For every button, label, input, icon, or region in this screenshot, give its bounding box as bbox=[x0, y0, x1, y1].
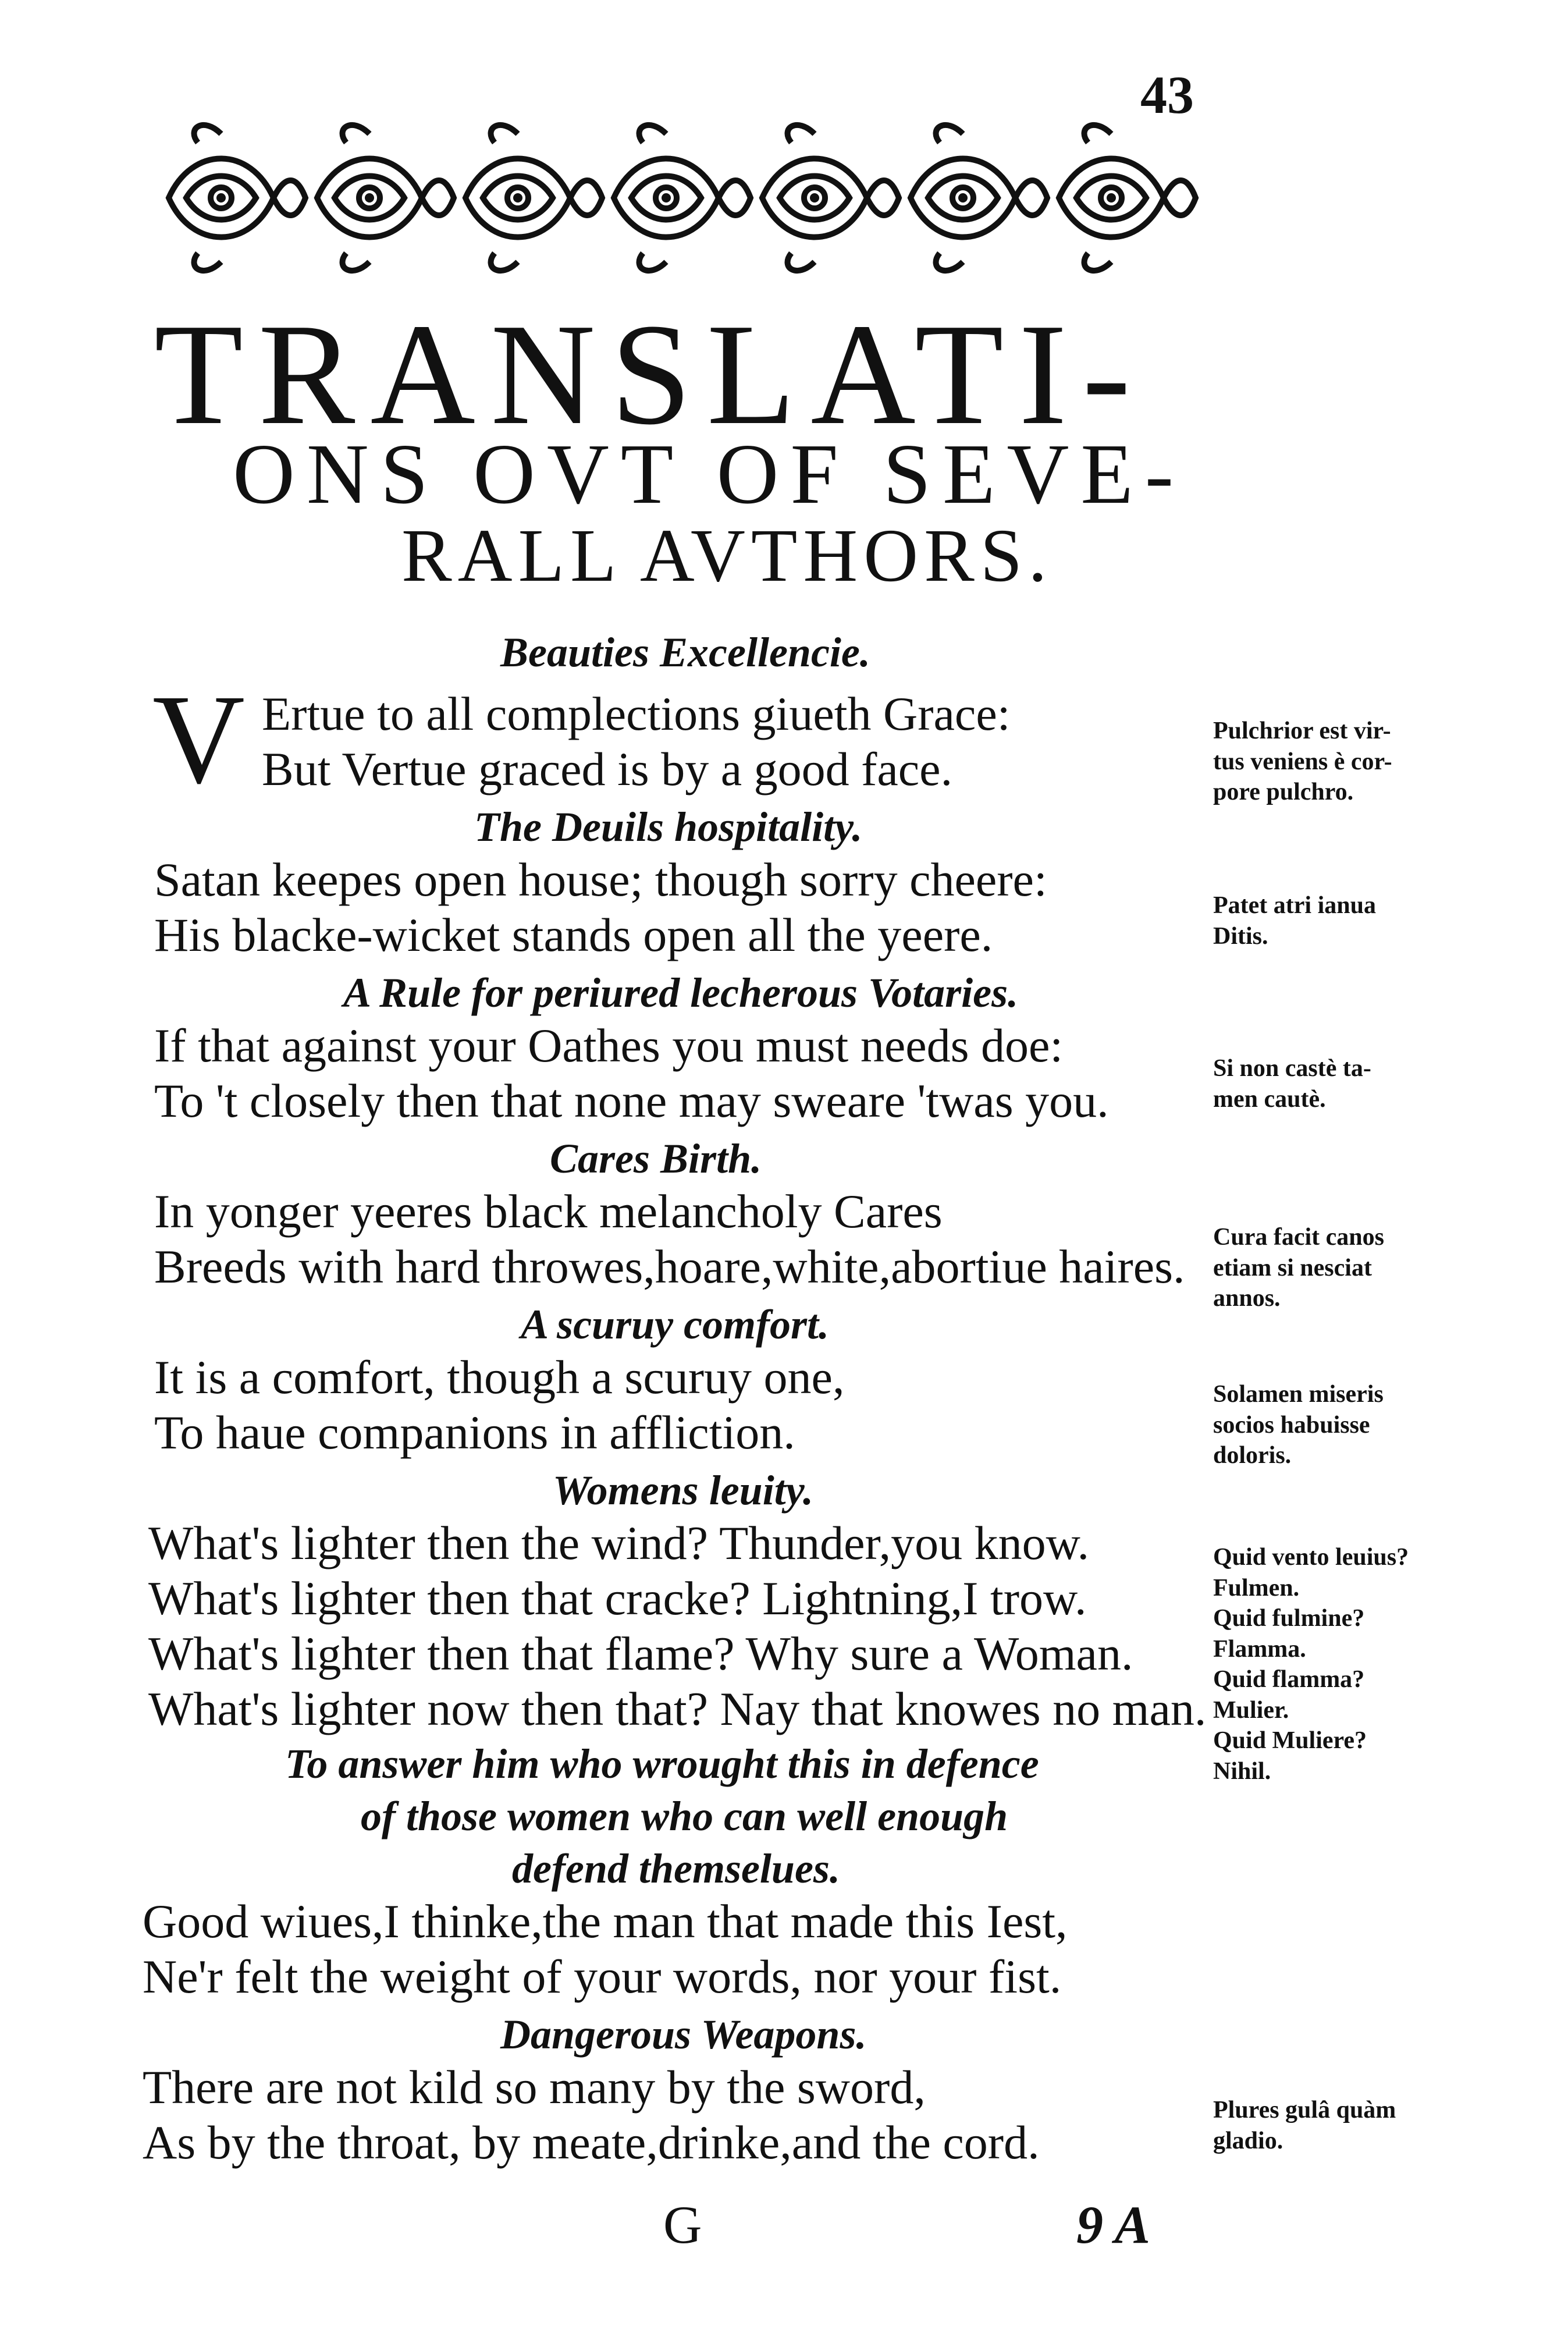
verse-line: To 't closely then that none may sweare 'twas you. bbox=[154, 1074, 1109, 1127]
margin-note bbox=[1213, 1542, 1409, 1787]
verse-line: Satan keepes open house; though sorry cheere: bbox=[154, 853, 1047, 906]
signature-mark: G bbox=[663, 2195, 702, 2254]
verse-line: What's lighter then that flame? Why sure a Woman. bbox=[148, 1627, 1133, 1680]
title-line-1: TRANSLATI- bbox=[154, 294, 1146, 455]
section-heading: of those women who can well enough bbox=[361, 1793, 1008, 1839]
margin-note-line: doloris. bbox=[1213, 1442, 1292, 1469]
margin-note-line: Flamma. bbox=[1213, 1635, 1306, 1663]
margin-note-line: Plures gulâ quàm bbox=[1213, 2097, 1396, 2123]
margin-note bbox=[1213, 1222, 1384, 1314]
margin-note-line: Quid flamma? bbox=[1213, 1666, 1365, 1693]
verse-line: There are not kild so many by the sword, bbox=[143, 2061, 926, 2114]
verse-line: If that against your Oathes you must needs doe: bbox=[154, 1019, 1064, 1072]
margin-note-line: annos. bbox=[1213, 1285, 1281, 1312]
margin-note-line: Pulchrior est vir- bbox=[1213, 718, 1391, 744]
printers-ornament-band bbox=[157, 111, 1210, 285]
margin-note bbox=[1213, 1053, 1371, 1114]
section-heading: The Deuils hospitality. bbox=[474, 804, 863, 850]
verse-line: As by the throat, by meate,drinke,and the cord. bbox=[143, 2116, 1040, 2169]
section-heading: Dangerous Weapons. bbox=[500, 2011, 867, 2058]
section-heading: Cares Birth. bbox=[550, 1135, 762, 1182]
verse-line: Ertue to all complections giueth Grace: bbox=[262, 687, 1011, 740]
section-heading: To answer him who wrought this in defence bbox=[285, 1741, 1039, 1787]
page-number: 43 bbox=[1140, 65, 1194, 125]
verse-line: Breeds with hard throwes,hoare,white,abortiue haires. bbox=[154, 1240, 1185, 1293]
margin-note-line: tus veniens è cor- bbox=[1213, 748, 1392, 775]
margin-note-line: pore pulchro. bbox=[1213, 779, 1354, 805]
section-heading: Womens leuity. bbox=[553, 1467, 813, 1514]
verse-line: But Vertue graced is by a good face. bbox=[262, 743, 953, 795]
verse-line: In yonger yeeres black melancholy Cares bbox=[154, 1185, 943, 1238]
verse-line: What's lighter then that cracke? Lightning,I trow. bbox=[148, 1572, 1087, 1625]
section-heading: A Rule for periured lecherous Votaries. bbox=[343, 969, 1019, 1016]
verse-line: His blacke-wicket stands open all the yeere. bbox=[154, 908, 993, 961]
margin-note bbox=[1213, 716, 1392, 808]
section-heading: A scuruy comfort. bbox=[521, 1301, 830, 1348]
margin-note-line: socios habuisse bbox=[1213, 1411, 1370, 1439]
margin-note-line: Fulmen. bbox=[1213, 1574, 1300, 1601]
margin-note-line: Nihil. bbox=[1213, 1757, 1271, 1785]
margin-note bbox=[1213, 1379, 1384, 1471]
margin-note bbox=[1213, 2095, 1396, 2156]
margin-note-line: Mulier. bbox=[1213, 1696, 1289, 1724]
margin-note-line: Quid fulmine? bbox=[1213, 1605, 1365, 1632]
verse-line: What's lighter now then that? Nay that knowes no man. bbox=[148, 1682, 1207, 1735]
margin-note-line: men cautè. bbox=[1213, 1085, 1326, 1113]
verse-line: Good wiues,I thinke,the man that made this Iest, bbox=[143, 1895, 1068, 1948]
margin-note-line: Quid vento leuius? bbox=[1213, 1544, 1409, 1571]
margin-note bbox=[1213, 890, 1376, 951]
margin-note-line: etiam si nesciat bbox=[1213, 1254, 1372, 1281]
section-heading: Beauties Excellencie. bbox=[500, 629, 870, 676]
verse-line: It is a comfort, though a scuruy one, bbox=[154, 1351, 845, 1404]
title-line-2: ONS OVT OF SEVE- bbox=[233, 427, 1186, 522]
margin-note-line: Si non castè ta- bbox=[1213, 1055, 1371, 1082]
margin-note-line: Cura facit canos bbox=[1213, 1224, 1384, 1251]
verse-line: What's lighter then the wind? Thunder,you know. bbox=[148, 1517, 1089, 1569]
verse-line: Ne'r felt the weight of your words, nor your fist. bbox=[143, 1950, 1062, 2003]
catchword: 9 A bbox=[1076, 2195, 1150, 2254]
margin-note-line: Ditis. bbox=[1213, 922, 1268, 950]
margin-note-line: gladio. bbox=[1213, 2127, 1283, 2154]
verse-line: To haue companions in affliction. bbox=[154, 1406, 795, 1459]
margin-note-line: Solamen miseris bbox=[1213, 1381, 1384, 1408]
section-heading: defend themselues. bbox=[512, 1845, 840, 1892]
drop-cap: V bbox=[152, 668, 245, 810]
title-line-3: RALL AVTHORS. bbox=[401, 514, 1053, 598]
margin-note-line: Patet atri ianua bbox=[1213, 892, 1376, 919]
margin-note-line: Quid Muliere? bbox=[1213, 1727, 1367, 1754]
